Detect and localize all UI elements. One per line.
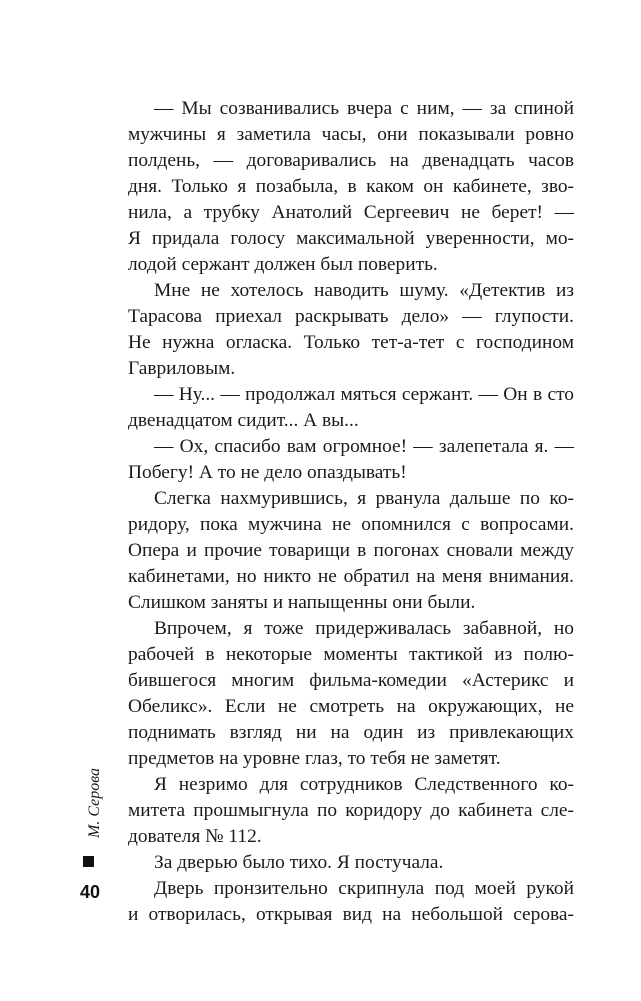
text-line: рабочей в некоторые моменты тактикой из полю- <box>128 644 574 665</box>
page-number: 40 <box>80 882 101 902</box>
text-line: ридору, пока мужчина не опомнился с вопросами. <box>128 514 574 535</box>
text-line: Опера и прочие товарищи в погонах сновали между <box>128 540 574 561</box>
text-line: двенадцатом сидит... А вы... <box>128 410 359 431</box>
text-line: предметов на уровне глаз, то тебя не заметят. <box>128 748 501 769</box>
text-line: За дверью было тихо. Я постучала. <box>154 852 444 873</box>
text-line: Я придала голосу максимальной уверенности, мо- <box>128 228 574 249</box>
text-line: — Мы созванивались вчера с ним, — за спиной <box>154 98 574 119</box>
text-line: — Ох, спасибо вам огромное! — залепетала я. — <box>154 436 574 457</box>
text-line: кабинетами, но никто не обратил на меня внимания. <box>128 566 574 587</box>
text-line: поднимать взгляд ни на один из привлекающих <box>128 722 574 743</box>
text-line: дня. Только я позабыла, в каком он кабинете, зво- <box>128 176 574 197</box>
text-line: мужчины я заметила часы, они показывали ровно <box>128 124 574 145</box>
text-line: Мне не хотелось наводить шуму. «Детектив из <box>154 280 574 301</box>
text-line: Слишком заняты и напыщенны они были. <box>128 592 476 613</box>
text-line: митета прошмыгнула по коридору до кабинета сле- <box>128 800 574 821</box>
text-line: бившегося многим фильма-комедии «Астерикс и <box>128 670 574 691</box>
text-line: Впрочем, я тоже придерживалась забавной, но <box>154 618 574 639</box>
text-line: Не нужна огласка. Только тет-а-тет с господином <box>128 332 574 353</box>
text-line: Я незримо для сотрудников Следственного ко- <box>154 774 574 795</box>
text-line: Побегу! А то не дело опаздывать! <box>128 462 407 483</box>
text-line: полдень, — договаривались на двенадцать часов <box>128 150 574 171</box>
text-line: Слегка нахмурившись, я рванула дальше по ко- <box>154 488 574 509</box>
text-line: нила, а трубку Анатолий Сергеевич не берет! — <box>128 202 574 223</box>
text-line: Дверь пронзительно скрипнула под моей рукой <box>154 878 574 899</box>
text-line: Обеликс». Если не смотреть на окружающих, не <box>128 696 574 717</box>
text-line: лодой сержант должен был поверить. <box>128 254 438 275</box>
running-head-author: М. Серова <box>86 767 103 838</box>
text-line: дователя № 112. <box>128 826 262 847</box>
body-text <box>128 96 574 928</box>
text-line: Гавриловым. <box>128 358 236 379</box>
text-line: Тарасова приехал раскрывать дело» — глупости. <box>128 306 574 327</box>
square-marker-icon <box>83 856 94 867</box>
text-line: — Ну... — продолжал мяться сержант. — Он в сто <box>154 384 574 405</box>
text-line: и отворилась, открывая вид на небольшой серова- <box>128 904 574 925</box>
